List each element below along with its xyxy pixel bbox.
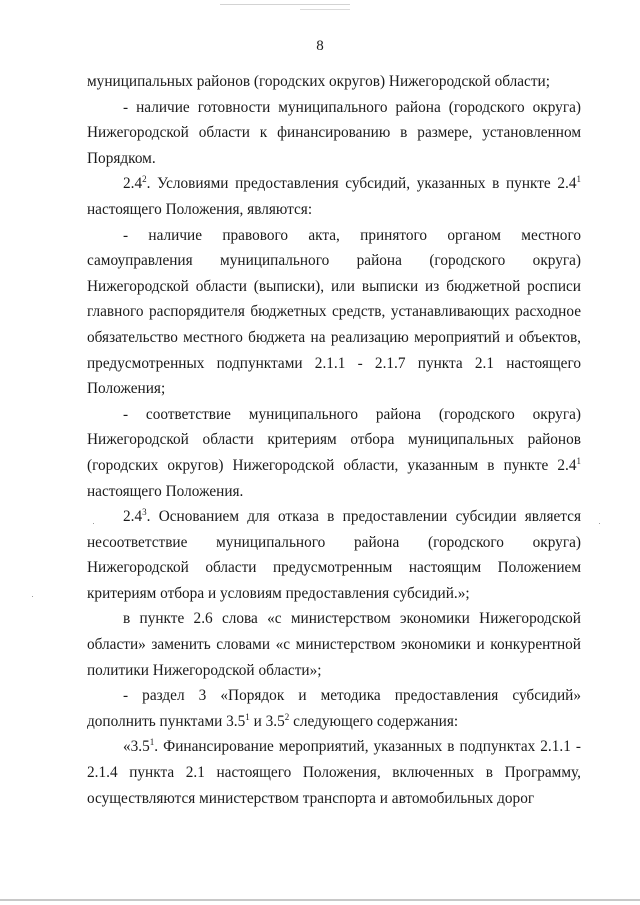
paragraph: муниципальных районов (городских округов) Нижегородской области; [87, 73, 550, 90]
superscript-index: 1 [576, 455, 581, 466]
scan-artifact-bottom [0, 899, 640, 901]
superscript-index: 3 [142, 507, 147, 518]
scan-speck [32, 596, 33, 597]
paragraph: в пункте 2.6 слова «с министерством экономики Нижегородской области» заменить словами «с министерством экономики и конкурентной политики Нижегородской области»; [87, 610, 581, 679]
superscript-index: 2 [284, 711, 290, 722]
scan-artifact-top-right [300, 9, 350, 10]
paragraph: - раздел 3 «Порядок и методика предоставления субсидий» дополнить пунктами $3.5^1$ и $3.5^2$ следующего содержания: [87, 687, 581, 730]
scan-speck [599, 523, 600, 524]
superscript-index: 2 [142, 174, 147, 185]
body-text [87, 69, 581, 811]
paragraph: - наличие правового акта, принятого органом местного самоуправления муниципального района (городского округа) Нижегородской области (выписки), или выписки из бюджетной росписи главного распорядителя бюджетных средств, устанавливающих расходное обязательство местного бюджета на реализацию мероприятий и объектов, предусмотренных подпунктами 2.1.1 - 2.1.7 пункта 2.1 настоящего Положения; [87, 226, 581, 398]
paragraph: - наличие готовности муниципального района (городского округа) Нижегородской области к финансированию в размере, установленном Порядком. [87, 98, 581, 167]
paragraph: $2.4^2$. Условиями предоставления субсидий, указанных в пункте $2.4^1$ настоящего Положения, являются: [87, 174, 581, 218]
superscript-index: 1 [245, 711, 250, 722]
paragraph: - соответствие муниципального района (городского округа) Нижегородской области критериям отбора муниципальных районов (городских округов) Нижегородской области, указанным в пункте $2.4^1$ настоящего Положения. [87, 405, 581, 500]
superscript-index: 1 [576, 174, 581, 185]
scan-artifact-top [220, 4, 350, 5]
superscript-index: 1 [149, 737, 155, 748]
paragraph: «$3.5^1$. Финансирование мероприятий, указанных в подпунктах 2.1.1 - 2.1.4 пункта 2.1 настоящего Положения, включенных в Программу, осуществляются министерством транспорта и автомобильных дорог [87, 737, 581, 807]
paragraph: $2.4^3$. Основанием для отказа в предоставлении субсидии является несоответствие муниципального района (городского округа) Нижегородской области предусмотренным настоящим Положением критериям отбора и условиям предоставления субсидий.»; [87, 507, 581, 602]
page-number: 8 [316, 38, 324, 54]
